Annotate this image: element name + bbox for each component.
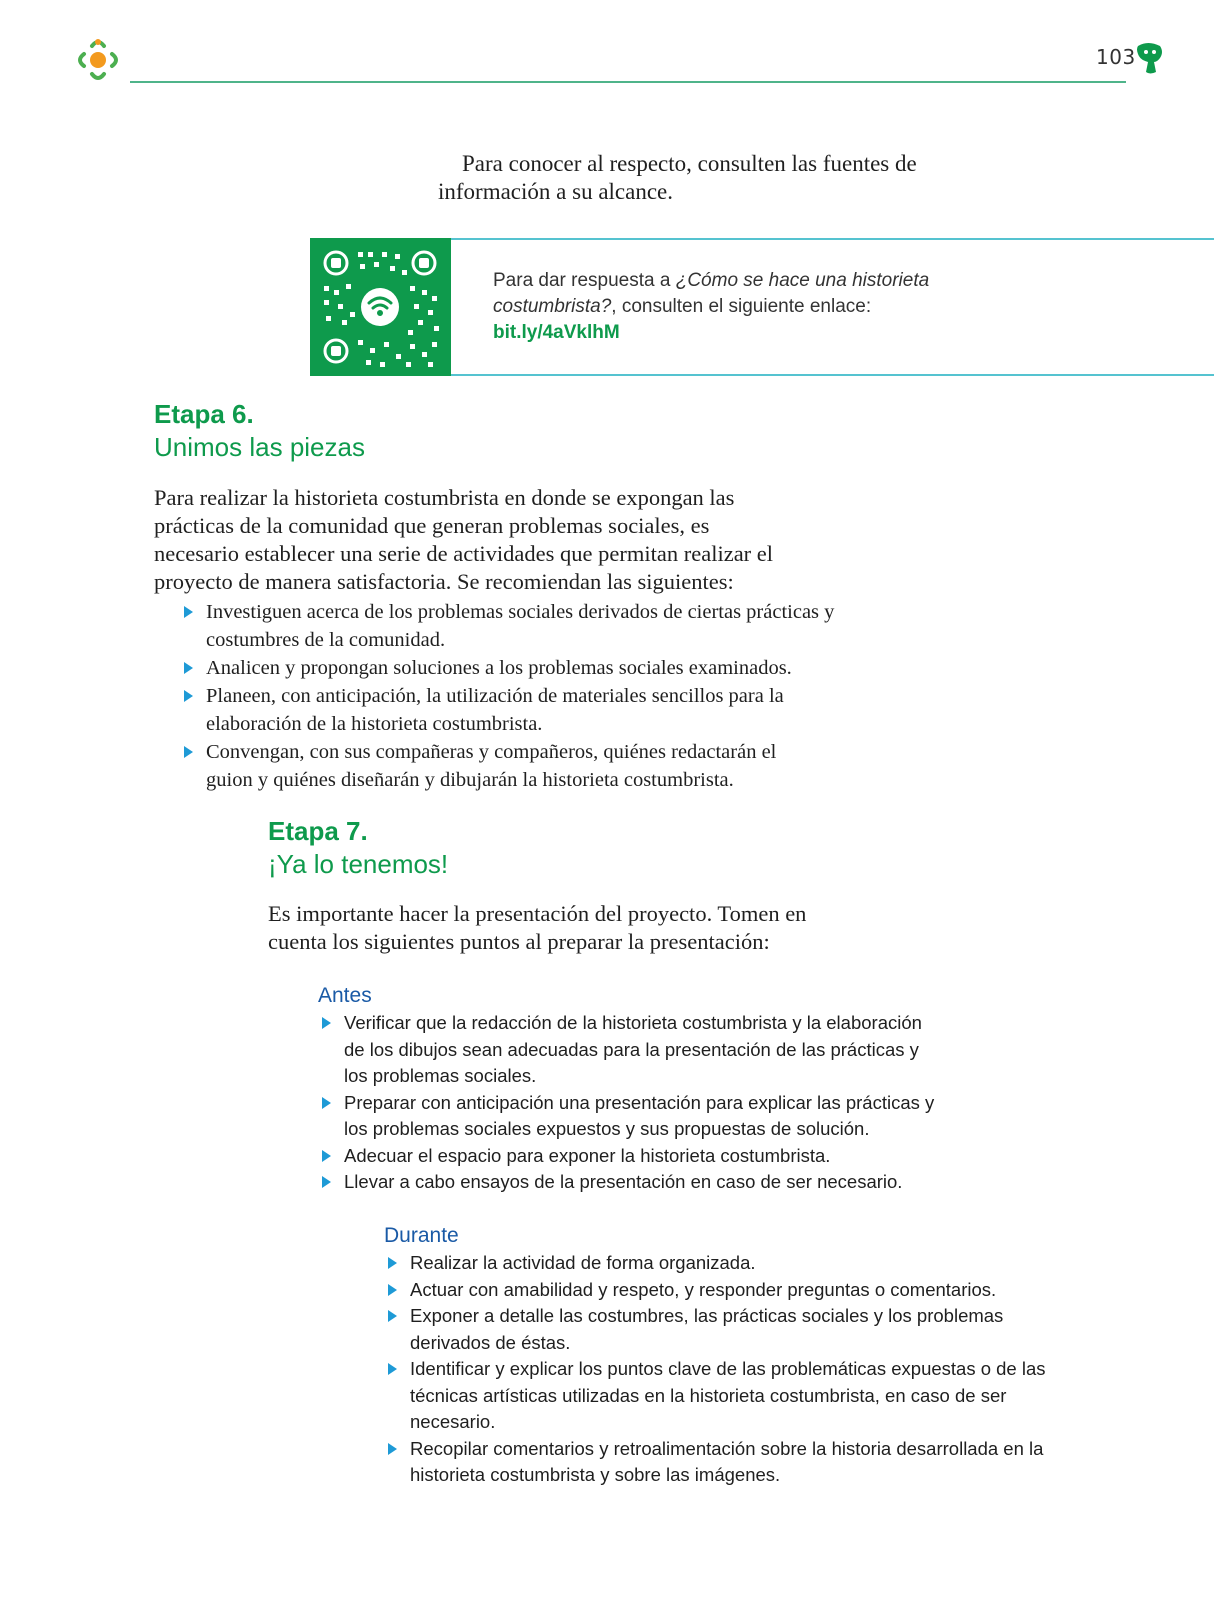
bullet-icon xyxy=(184,746,193,758)
list-item: Recopilar comentarios y retroalimentación sobre la historia desarrollada en la historieta costumbrista y sobre las imágenes. xyxy=(384,1436,1064,1489)
bullet-icon xyxy=(322,1097,331,1109)
list-item: Convengan, con sus compañeras y compañeros, quiénes redactarán el guion y quiénes diseñarán y dibujarán la historieta costumbrista. xyxy=(180,738,840,794)
bullet-icon xyxy=(322,1017,331,1029)
list-item: Investiguen acerca de los problemas sociales derivados de ciertas prácticas y costumbres de la comunidad. xyxy=(180,598,840,654)
bullet-icon xyxy=(322,1176,331,1188)
stage7-title: ¡Ya lo tenemos! xyxy=(268,849,449,879)
durante-list xyxy=(384,1250,1064,1489)
qr-link[interactable]: bit.ly/4aVklhM xyxy=(493,322,620,343)
header-rule xyxy=(130,81,1126,83)
intro-paragraph xyxy=(438,150,958,206)
list-item: Llevar a cabo ensayos de la presentación en caso de ser necesario. xyxy=(318,1169,938,1196)
stage6-number: Etapa 6. xyxy=(154,399,254,429)
list-item: Realizar la actividad de forma organizada. xyxy=(384,1250,1064,1277)
qr-question: ¿Cómo se hace una historieta costumbrista? xyxy=(493,270,930,317)
list-item: Analicen y propongan soluciones a los problemas sociales examinados. xyxy=(180,654,840,682)
list-item: Planeen, con anticipación, la utilización de materiales sencillos para la elaboración de la historieta costumbrista. xyxy=(180,682,840,738)
list-item: Exponer a detalle las costumbres, las prácticas sociales y los problemas derivados de éstas. xyxy=(384,1303,1064,1356)
antes-heading: Antes xyxy=(318,984,372,1007)
bullet-icon xyxy=(388,1284,397,1296)
section-glyph-icon xyxy=(1134,40,1166,76)
stage7-heading xyxy=(268,815,448,881)
stage6-list xyxy=(180,598,840,794)
list-item: Preparar con anticipación una presentación para explicar las prácticas y los problemas sociales expuestos y sus propuestas de solución. xyxy=(318,1090,938,1143)
bullet-icon xyxy=(388,1443,397,1455)
list-item: Identificar y explicar los puntos clave de las problemáticas expuestas o de las técnicas artísticas utilizadas en la historieta costumbrista, en caso de ser necesario. xyxy=(384,1356,1064,1436)
stage7-paragraph: Es importante hacer la presentación del proyecto. Tomen en cuenta los siguientes puntos al preparar la presentación: xyxy=(268,901,807,954)
stage6-paragraph: Para realizar la historieta costumbrista en donde se expongan las prácticas de la comunidad que generan problemas sociales, es necesario establecer una serie de actividades que permitan realizar el proyecto de manera satisfactoria. Se recomiendan las siguientes: xyxy=(154,485,774,594)
durante-heading: Durante xyxy=(384,1224,459,1247)
qr-instructions xyxy=(493,268,1013,346)
stage6-title: Unimos las piezas xyxy=(154,432,365,462)
list-item: Adecuar el espacio para exponer la historieta costumbrista. xyxy=(318,1143,938,1170)
stage6-heading xyxy=(154,398,365,464)
bullet-icon xyxy=(322,1150,331,1162)
page-number: 103 xyxy=(1096,45,1136,69)
bullet-icon xyxy=(184,690,193,702)
stage7-number: Etapa 7. xyxy=(268,816,368,846)
antes-list xyxy=(318,1010,938,1196)
intro-text: Para conocer al respecto, consulten las fuentes de información a su alcance. xyxy=(438,151,917,204)
qr-resource-box xyxy=(310,238,1214,376)
list-item: Actuar con amabilidad y respeto, y responder preguntas o comentarios. xyxy=(384,1277,1064,1304)
qr-text-after: , consulten el siguiente enlace: xyxy=(611,296,872,317)
bullet-icon xyxy=(388,1310,397,1322)
qr-text-before: Para dar respuesta a xyxy=(493,270,676,291)
bullet-icon xyxy=(388,1257,397,1269)
book-logo-icon xyxy=(72,34,124,86)
bullet-icon xyxy=(184,606,193,618)
bullet-icon xyxy=(184,662,193,674)
bullet-icon xyxy=(388,1363,397,1375)
list-item: Verificar que la redacción de la historieta costumbrista y la elaboración de los dibujos sean adecuadas para la presentación de las prácticas y los problemas sociales. xyxy=(318,1010,938,1090)
qr-code-icon[interactable] xyxy=(310,238,451,376)
